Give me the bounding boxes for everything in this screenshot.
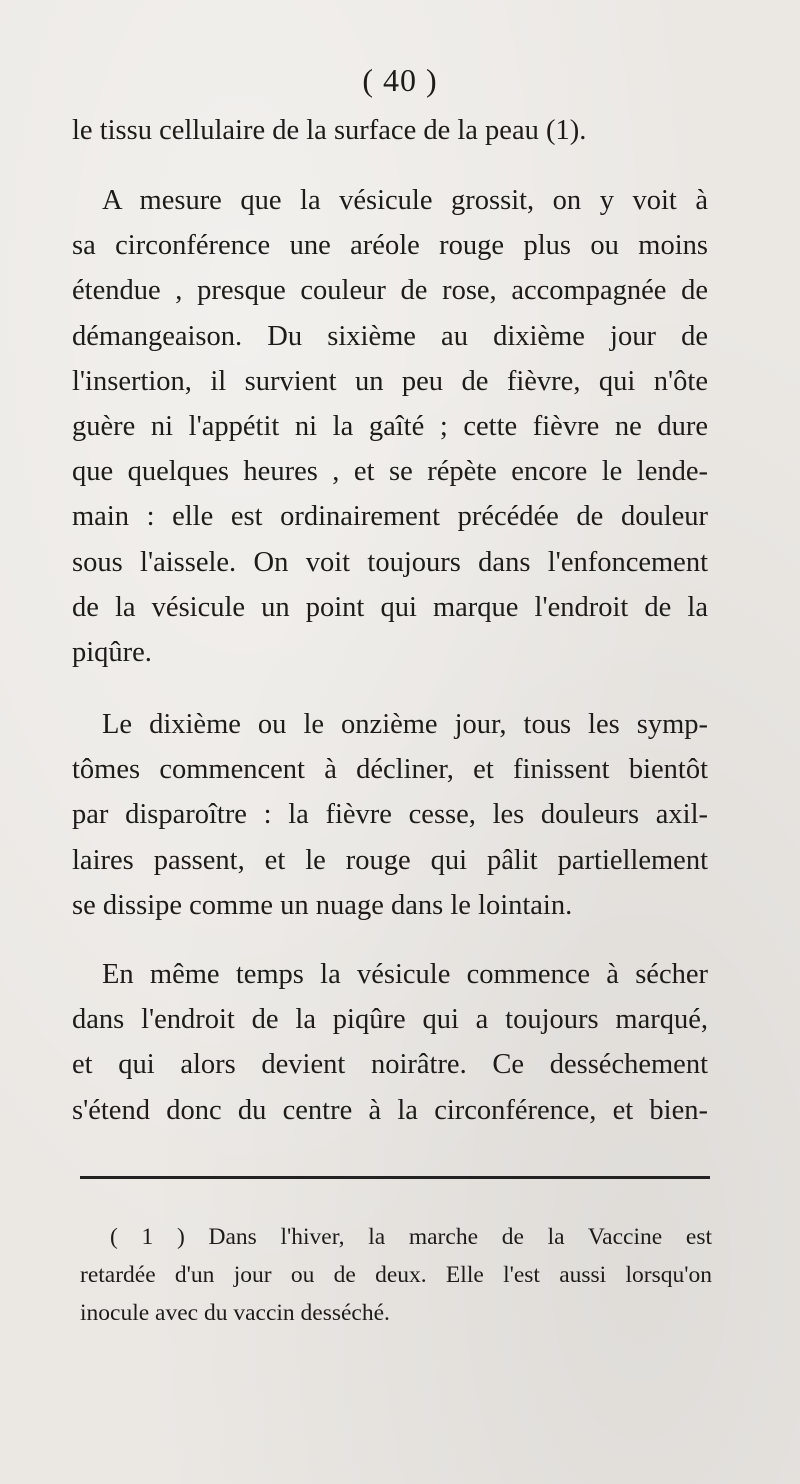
text-line: guère ni l'appétit ni la gaîté ; cette fièvre ne dure: [72, 411, 708, 443]
text-line: laires passent, et le rouge qui pâlit partiellement: [72, 844, 708, 876]
footnote-separator-rule: [80, 1176, 710, 1179]
text-line: dans l'endroit de la piqûre qui a toujours marqué,: [72, 1004, 708, 1036]
text-line: s'étend donc du centre à la circonférence, et bien-: [72, 1094, 708, 1126]
text-line: le tissu cellulaire de la surface de la peau (1).: [72, 115, 587, 146]
text-line: Le dixième ou le onzième jour, tous les symp-: [102, 709, 708, 740]
footnote-line: inocule avec du vaccin desséché.: [80, 1300, 390, 1326]
text-line: se dissipe comme un nuage dans le lointain.: [72, 889, 573, 921]
text-line: piqûre.: [72, 637, 152, 669]
footnote: [80, 1218, 712, 1332]
text-line: que quelques heures , et se répète encore le lende-: [72, 456, 708, 488]
text-line: En même temps la vésicule commence à sécher: [102, 959, 708, 990]
text-line: étendue , presque couleur de rose, accompagnée de: [72, 275, 708, 307]
text-line: et qui alors devient noirâtre. Ce desséchement: [72, 1049, 708, 1081]
paragraph-dessechement: [72, 952, 708, 1133]
text-line: démangeaison. Du sixième au dixième jour de: [72, 320, 708, 352]
footnote-line: ( 1 ) Dans l'hiver, la marche de la Vaccine est: [110, 1224, 712, 1250]
paragraph-continuation: [72, 108, 708, 153]
text-line: l'insertion, il survient un peu de fièvre, qui n'ôte: [72, 365, 708, 397]
text-line: A mesure que la vésicule grossit, on y voit à: [102, 185, 708, 216]
text-line: par disparoître : la fièvre cesse, les douleurs axil-: [72, 799, 708, 831]
text-line: sous l'aissele. On voit toujours dans l'enfoncement: [72, 546, 708, 578]
text-line: sa circonférence une aréole rouge plus ou moins: [72, 230, 708, 262]
page-number: ( 40 ): [362, 62, 438, 98]
footnote-line: retardée d'un jour ou de deux. Elle l'est aussi lorsqu'on: [80, 1262, 712, 1288]
text-line: de la vésicule un point qui marque l'endroit de la: [72, 591, 708, 623]
text-line: tômes commencent à décliner, et finissent bientôt: [72, 754, 708, 786]
paragraph-declin: [72, 702, 708, 928]
text-line: main : elle est ordinairement précédée de douleur: [72, 501, 708, 533]
paragraph-areole: [72, 178, 708, 675]
